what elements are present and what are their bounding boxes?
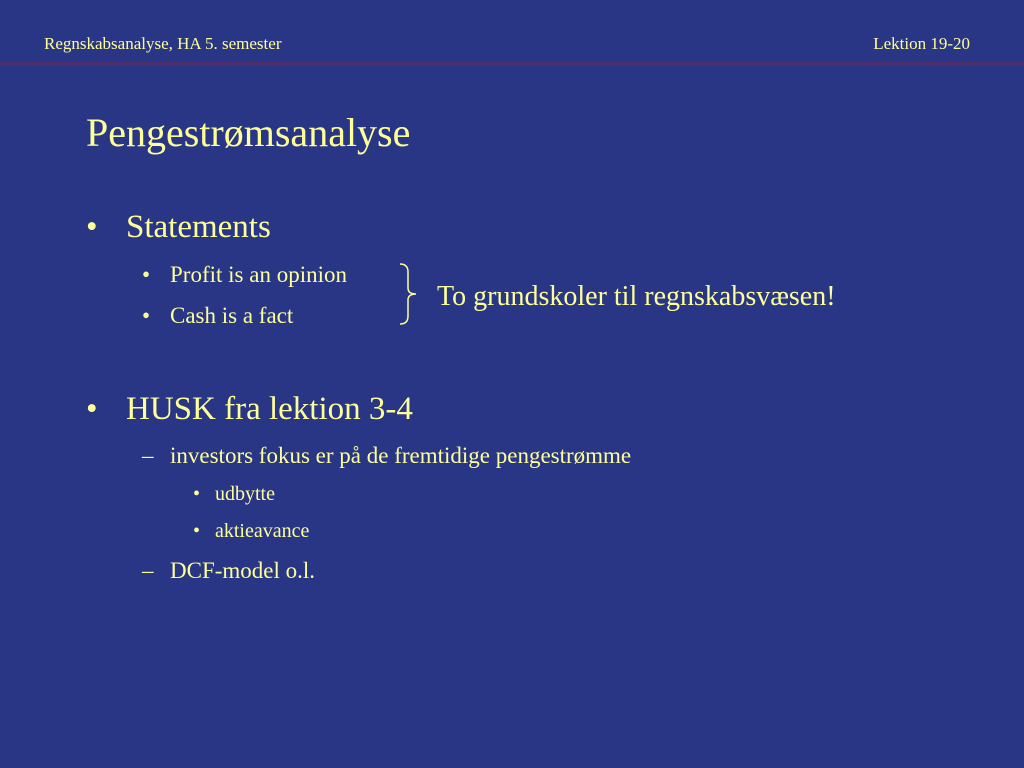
bullet-husk: • [86,391,98,427]
sub-item-investors: investors fokus er på de fremtidige pengestrømme [170,443,632,468]
bullet-statements: • [86,209,98,245]
bullet-profit: • [142,262,151,287]
dash-investors: – [142,443,154,468]
bullet-item-husk: HUSK fra lektion 3-4 [126,391,413,427]
bullet-udbytte: • [193,483,201,505]
sub-item-dcf: DCF-model o.l. [170,558,316,583]
bullet-aktieavance: • [193,520,201,542]
sub-item-cash: Cash is a fact [170,303,294,328]
bullet-item-statements: Statements [126,209,271,245]
sub-sub-item-udbytte: udbytte [215,483,275,505]
header-divider [0,62,1024,66]
header-lecture-number: Lektion 19-20 [873,34,970,53]
curly-brace-icon [398,262,422,326]
slide-title: Pengestrømsanalyse [86,110,411,155]
brace-note: To grundskoler til regnskabsvæsen! [437,281,836,312]
sub-sub-item-aktieavance: aktieavance [215,520,310,542]
header-divider-thin [0,67,1024,68]
sub-item-profit: Profit is an opinion [170,262,347,287]
dash-dcf: – [142,558,154,583]
header-course-title: Regnskabsanalyse, HA 5. semester [44,34,282,53]
bullet-cash: • [142,303,151,328]
